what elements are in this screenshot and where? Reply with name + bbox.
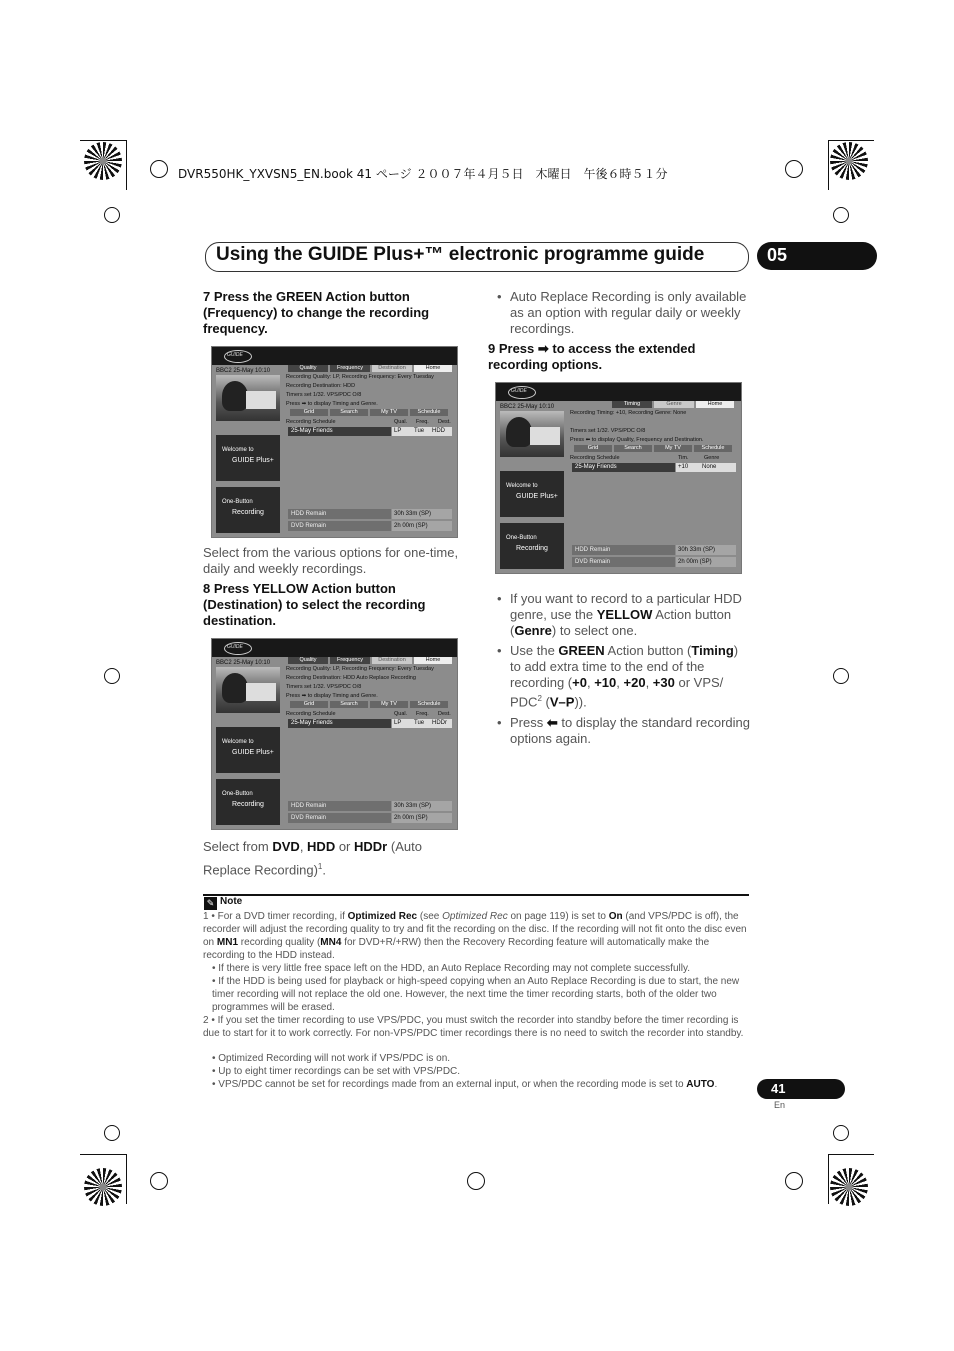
text8-or: or [335, 839, 355, 854]
schedule-row[interactable]: 25-May Friends [572, 463, 675, 472]
tab-mytv[interactable]: My TV [654, 445, 692, 452]
info-line1: Recording Quality: LP, Recording Frequency: Every Tuesday [286, 374, 434, 380]
tab-schedule[interactable]: Schedule [410, 701, 448, 708]
b2-p10: +10 [594, 675, 617, 690]
dvd-remain-value: 2h 00m (SP) [676, 557, 736, 567]
col-dest: Dest. [438, 419, 451, 425]
b2-or: or VPS/ PDC [510, 675, 724, 710]
tab-genre[interactable]: Genre [654, 401, 694, 408]
f1a-b1: Optimized Rec [347, 911, 418, 922]
schedule-label: Recording Schedule [286, 711, 336, 717]
screenshot-frequency [211, 346, 458, 538]
logo-text: GUIDE [511, 388, 527, 394]
hdd-remain-value: 30h 33m (SP) [676, 545, 736, 555]
info-line3: Timers set 1/32. VPS/PDC O/8 [570, 428, 646, 434]
welcome-line1: Welcome to [222, 739, 254, 745]
text8-end: . [322, 862, 326, 878]
schedule-row[interactable]: 25-May Friends [288, 719, 391, 728]
one-button-panel[interactable] [216, 487, 280, 533]
schedule-label: Recording Schedule [570, 455, 620, 461]
schedule-values[interactable] [676, 463, 736, 472]
logo-text: GUIDE [227, 352, 243, 358]
onebutton-line2: Recording [232, 509, 264, 516]
language-label: En [774, 1100, 786, 1110]
footnote-ref-2: 2 [537, 694, 542, 703]
b2-c2: , [616, 675, 624, 690]
tab-search[interactable]: Search [330, 701, 368, 708]
tab-grid[interactable]: Grid [290, 701, 328, 708]
footnote-1a [203, 910, 749, 962]
bullet-timing [510, 643, 750, 710]
hdd-remain-label: HDD Remain [288, 801, 391, 811]
note-title: Note [220, 896, 243, 907]
b1-post: ) to select one. [551, 623, 638, 638]
info-line2: Recording Destination: HDD Auto Replace Recording [286, 675, 416, 681]
info-line1: Recording Timing: +10, Recording Genre: None [570, 410, 687, 416]
tab-mytv[interactable]: My TV [370, 409, 408, 416]
dvd-remain-value: 2h 00m (SP) [392, 521, 452, 531]
crosshair-icon [785, 1172, 803, 1190]
left-arrow-icon: ⬅ [546, 715, 558, 730]
b2-mid2: ) to add extra time to the end of the recording ( [510, 643, 739, 690]
step-9: 9 Press ➡ to access the extended recording options. [488, 341, 696, 372]
crosshair-icon [150, 160, 168, 178]
screenshot-destination [211, 638, 458, 830]
bullet-auto-replace: • Auto Replace Recording is only available as an option with regular daily or weekly recordings. [510, 289, 750, 337]
tab-destination[interactable]: Destination [372, 657, 412, 664]
info-line3: Timers set 1/32. VPS/PDC O/8 [286, 684, 362, 690]
tab-mytv[interactable]: My TV [370, 701, 408, 708]
schedule-values[interactable] [392, 427, 452, 436]
b2-green: GREEN [558, 643, 605, 658]
bullet-back [510, 715, 750, 747]
b1-genre: Genre [514, 623, 552, 638]
tab-quality[interactable]: Quality [288, 657, 328, 664]
step-7: 7 Press the GREEN Action button (Frequency) to change the recording frequency. [203, 289, 430, 336]
chapter-badge [757, 242, 877, 270]
hdd-remain-value: 30h 33m (SP) [392, 801, 452, 811]
page-title: Using the GUIDE Plus+™ electronic programme guide [216, 244, 705, 265]
tab-search[interactable]: Search [614, 445, 652, 452]
tab-search[interactable]: Search [330, 409, 368, 416]
text8-sep: , [299, 839, 308, 854]
note-rule [203, 894, 749, 896]
welcome-line2: GUIDE Plus+ [232, 749, 274, 756]
hdd-remain-label: HDD Remain [572, 545, 675, 555]
f1a-post: for DVD+R/+RW) then the Recovery Recording feature will automatically make the recording to the HDD instead. [203, 937, 710, 961]
channel-info: BBC2 25-May 10:10 [500, 404, 555, 410]
text-step8 [203, 837, 465, 880]
val-freq: Tue [414, 720, 425, 726]
footnote-2c: • Up to eight timer recordings can be set with VPS/PDC. [212, 1066, 461, 1077]
col-tim: Tim. [678, 455, 689, 461]
channel-info: BBC2 25-May 10:10 [216, 660, 271, 666]
preview-thumbnail [216, 375, 280, 421]
tab-schedule[interactable]: Schedule [694, 445, 732, 452]
crosshair-icon [833, 207, 849, 223]
page-number: 41 [771, 1081, 786, 1096]
f1a-mid3: (and VPS/PDC is off), the recorder will adjust the recording quality to try and fit the recording on the disc. If the recording will not fit onto the disc even on [203, 911, 747, 948]
welcome-line2: GUIDE Plus+ [516, 493, 558, 500]
b2-pre: Use the [510, 643, 559, 658]
b3-post: to display the standard recording options again. [510, 715, 750, 746]
onebutton-line1: One-Button [222, 499, 253, 505]
text8-pre: Select from [203, 839, 273, 854]
b2-c3: , [645, 675, 653, 690]
text-step7: Select from the various options for one-time, daily and weekly recordings. [203, 545, 459, 576]
tab-quality[interactable]: Quality [288, 365, 328, 372]
tab-home[interactable]: Home [414, 657, 452, 664]
text8-hdd: HDD [307, 839, 336, 854]
preview-thumbnail [500, 411, 564, 457]
crosshair-icon [467, 1172, 485, 1190]
chapter-number: 05 [767, 245, 788, 265]
crosshair-icon [104, 207, 120, 223]
tab-frequency[interactable]: Frequency [330, 657, 370, 664]
tab-timing[interactable]: Timing [612, 401, 652, 408]
one-button-panel[interactable] [216, 779, 280, 825]
val-genre: None [702, 464, 717, 470]
onebutton-line2: Recording [232, 801, 264, 808]
b2-c1: , [586, 675, 595, 690]
one-button-panel[interactable] [500, 523, 564, 569]
b2-timing: Timing [691, 643, 734, 658]
dvd-remain-value: 2h 00m (SP) [392, 813, 452, 823]
f1a-b4: MN4 [320, 937, 342, 948]
col-genre: Genre [704, 455, 720, 461]
val-qual: LP [394, 720, 402, 726]
welcome-line1: Welcome to [222, 447, 254, 453]
dvd-remain-label: DVD Remain [288, 813, 391, 823]
registration-mark-icon [84, 142, 122, 180]
screenshot-extended [495, 382, 742, 574]
crosshair-icon [104, 1125, 120, 1141]
footnote-ref-1: 1 [317, 862, 323, 871]
f2d-auto: AUTO [686, 1079, 715, 1090]
footnote-2d [212, 1078, 749, 1091]
b2-close: )). [574, 694, 587, 710]
dvd-remain-label: DVD Remain [288, 521, 391, 531]
val-tim: +10 [678, 464, 689, 470]
b2-mid: Action button ( [604, 643, 692, 658]
tab-destination[interactable]: Destination [372, 365, 412, 372]
step-8: 8 Press YELLOW Action button (Destination) to select the recording destination. [203, 581, 426, 628]
onebutton-line1: One-Button [222, 791, 253, 797]
info-line4: Press ⬅ to display Quality, Frequency and Destination. [570, 437, 704, 443]
registration-mark-icon [84, 1168, 122, 1206]
col-freq: Freq. [416, 711, 429, 717]
page-number-badge [757, 1079, 845, 1099]
b1-yellow: YELLOW [596, 607, 653, 622]
text8-post: (Auto Replace Recording) [203, 839, 422, 878]
registration-mark-icon [830, 142, 868, 180]
welcome-panel[interactable] [216, 727, 280, 773]
tab-home[interactable]: Home [696, 401, 734, 408]
text8-hddr: HDDr [354, 839, 388, 854]
dvd-remain-label: DVD Remain [572, 557, 675, 567]
crosshair-icon [150, 1172, 168, 1190]
bullet-genre [510, 591, 750, 639]
col-dest: Dest. [438, 711, 451, 717]
info-line1: Recording Quality: LP, Recording Frequency: Every Tuesday [286, 666, 434, 672]
footnote-2b: • Optimized Recording will not work if VPS/PDC is on. [212, 1053, 451, 1064]
hdd-remain-value: 30h 33m (SP) [392, 509, 452, 519]
f1a-mid1: (see [417, 911, 443, 922]
tab-schedule[interactable]: Schedule [410, 409, 448, 416]
val-dest: HDDr [432, 720, 447, 726]
f1a-mid2: on page 119) is set to [507, 911, 609, 922]
channel-info: BBC2 25-May 10:10 [216, 368, 271, 374]
b3-pre: Press [510, 715, 547, 730]
registration-mark-icon [830, 1168, 868, 1206]
tab-frequency[interactable]: Frequency [330, 365, 370, 372]
val-qual: LP [394, 428, 402, 434]
welcome-line2: GUIDE Plus+ [232, 457, 274, 464]
f2d-pre: • VPS/PDC cannot be set for recordings made from an external input, or when the recording mode is set to [212, 1079, 687, 1090]
info-line2: Recording Destination: HDD [286, 383, 356, 389]
text8-dvd: DVD [272, 839, 300, 854]
val-dest: HDD [432, 428, 445, 434]
b2-vp: V–P [549, 694, 575, 710]
onebutton-line1: One-Button [506, 535, 537, 541]
welcome-line1: Welcome to [506, 483, 538, 489]
schedule-label: Recording Schedule [286, 419, 336, 425]
footnote-1b: • If there is very little free space left on the HDD, an Auto Replace Recording may not complete successfully. [212, 963, 690, 974]
f1a-i: Optimized Rec [442, 911, 508, 922]
footnote-1c: • If the HDD is being used for playback or high-speed copying when an Auto Replace Recording is due to start, the new timer recording will not replace the old one. However, the next time the timer recording starts, both of the older two programmes will be erased. [212, 976, 740, 1013]
b1-pre: If you want to record to a particular HDD genre, use the [510, 591, 742, 622]
b2-p20: +20 [623, 675, 646, 690]
b2-p30: +30 [652, 675, 675, 690]
welcome-panel[interactable] [216, 435, 280, 481]
info-line4: Press ➡ to display Timing and Genre. [286, 401, 378, 407]
schedule-row[interactable]: 25-May Friends [288, 427, 391, 436]
col-freq: Freq. [416, 419, 429, 425]
crosshair-icon [833, 668, 849, 684]
f1a-pre: 1 • For a DVD timer recording, if [203, 911, 348, 922]
info-line3: Timers set 1/32. VPS/PDC O/8 [286, 392, 362, 398]
val-freq: Tue [414, 428, 425, 434]
b2-open: ( [541, 694, 550, 710]
book-info: DVR550HK_YXVSN5_EN.book 41 ページ ２００７年４月５日 木曜日 午後６時５１分 [178, 167, 668, 181]
tab-grid[interactable]: Grid [574, 445, 612, 452]
welcome-panel[interactable] [500, 471, 564, 517]
f1a-b3: MN1 [216, 937, 239, 948]
footnote-2a: 2 • If you set the timer recording to use VPS/PDC, you must switch the recorder into standby before the timer recording is due to start for it to work correctly. For non-VPS/PDC timer recordings there is no need to switch the recorder into standby. [203, 1015, 744, 1039]
logo-text: GUIDE [227, 644, 243, 650]
f1a-mid4: recording quality ( [238, 937, 321, 948]
f2d-post: . [714, 1079, 718, 1090]
tab-grid[interactable]: Grid [290, 409, 328, 416]
f1a-b2: On [608, 911, 623, 922]
b1-mid: Action button ( [510, 607, 732, 638]
note-pencil-icon: ✎ [204, 897, 217, 910]
crosshair-icon [104, 668, 120, 684]
b2-p0: +0 [572, 675, 587, 690]
col-qual: Qual. [394, 419, 408, 425]
onebutton-line2: Recording [516, 545, 548, 552]
col-qual: Qual. [394, 711, 408, 717]
info-line4: Press ➡ to display Timing and Genre. [286, 693, 378, 699]
preview-thumbnail [216, 667, 280, 713]
tab-home[interactable]: Home [414, 365, 452, 372]
schedule-values[interactable] [392, 719, 452, 728]
crosshair-icon [833, 1125, 849, 1141]
hdd-remain-label: HDD Remain [288, 509, 391, 519]
crosshair-icon [785, 160, 803, 178]
